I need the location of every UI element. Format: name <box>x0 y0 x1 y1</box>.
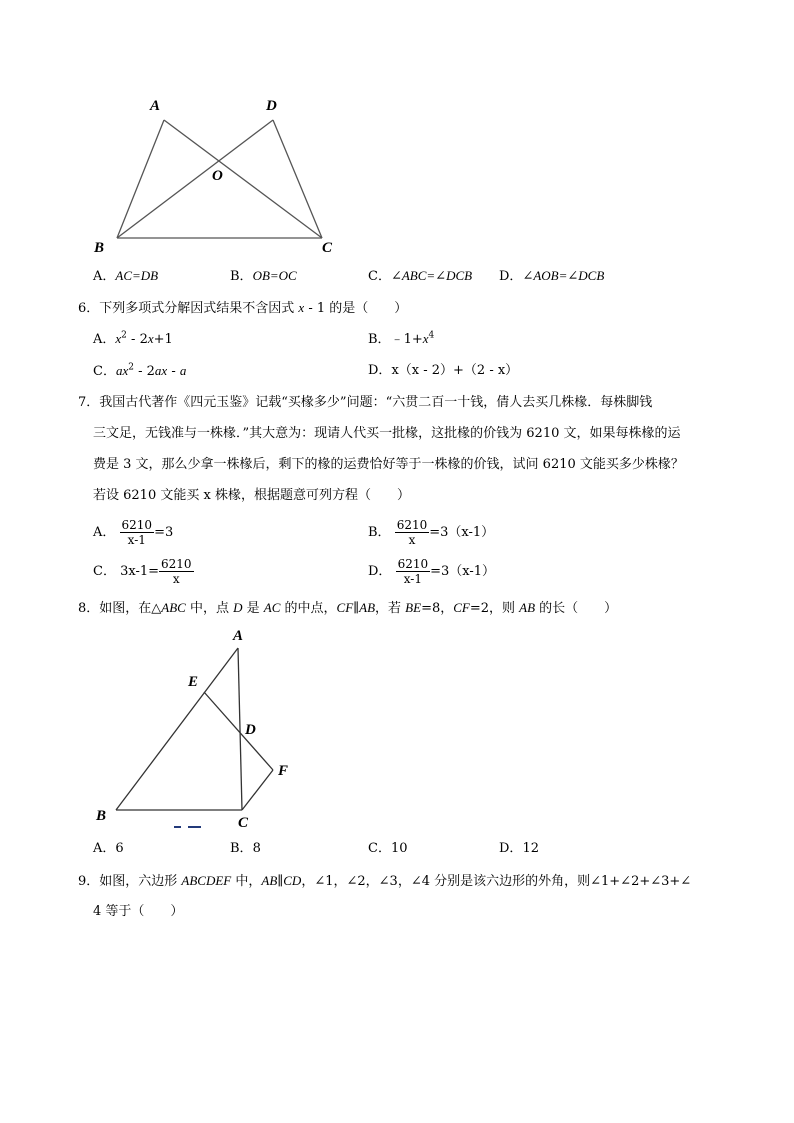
label-d: D <box>245 722 256 738</box>
label-a: A <box>233 628 244 644</box>
label-e: E <box>188 674 199 690</box>
label-b: B <box>94 240 105 256</box>
figure-triangle-abc <box>88 622 308 834</box>
label-b: B <box>96 808 107 824</box>
q7-stem-line1: 7．我国古代著作《四元玉鉴》记载“买椽多少”问题：“六贯二百一十钱，倩人去买几株椽．每株脚钱 <box>78 395 653 410</box>
q5-option-c: C．∠ABC=∠DCB <box>368 268 473 284</box>
q7-stem-line2: 三文足，无钱准与一株椽．”其大意为：现请人代买一批椽，这批椽的价钱为 6210 文，如果每株椽的运 <box>93 426 681 441</box>
q6-option-b: B．$﹣1+x^4$ <box>368 330 435 347</box>
q5-option-d: D．∠AOB=∠DCB <box>499 268 605 284</box>
q5-option-b: B．OB=OC <box>230 268 297 284</box>
label-c: C <box>322 240 333 256</box>
label-f: F <box>278 763 289 779</box>
segment-ac <box>238 648 242 810</box>
q8-stem: 8．如图，在△ABC 中，点 D 是 AC 的中点，CF∥AB，若 BE=8，CF=2，则 AB 的长（ ） <box>78 600 618 616</box>
fraction: $\frac{6210}{x-1}$ <box>397 557 429 586</box>
q7-stem-line4: 若设 6210 文能买 x 株椽，根据题意可列方程（ ） <box>93 488 410 503</box>
segment-ab <box>116 648 238 810</box>
label-o: O <box>212 168 223 184</box>
q6-stem: 6．下列多项式分解因式结果不含因式 x - 1 的是（ ） <box>78 300 408 316</box>
q8-option-a: A．6 <box>93 841 124 856</box>
q5-option-a: A．AC=DB <box>93 268 159 284</box>
q7-option-b: B． $\frac{6210}{x}$ =3（x-1） <box>368 518 495 547</box>
label-c: C <box>238 815 249 831</box>
segment-ac <box>164 120 322 238</box>
q8-option-c: C．10 <box>368 841 408 856</box>
q8-option-d: D．12 <box>499 841 539 856</box>
fraction: $\frac{6210}{x}$ <box>396 518 428 547</box>
q6-option-a: A．$x^2 - 2x+1$ <box>93 330 173 347</box>
fraction: $\frac{6210}{x}$ <box>161 557 192 586</box>
q7-option-a: A． $\frac{6210}{x-1}$ =3 <box>93 518 174 547</box>
q7-option-d: D． $\frac{6210}{x-1}$ =3（x-1） <box>368 557 496 586</box>
segment-ef <box>204 692 273 770</box>
q6-option-c: C．$ax^2 - 2ax$ - a <box>93 362 187 379</box>
q9-stem-line1: 9．如图，六边形 ABCDEF 中，AB∥CD，∠1，∠2，∠3，∠4 分别是该六边形的外角，则∠1+∠2+∠3+∠ <box>78 873 692 889</box>
q7-option-c: C． 3x-1= $\frac{6210}{x}$ <box>93 557 192 586</box>
figure-abcd-o <box>90 92 350 260</box>
q7-stem-line3: 费是 3 文，那么少拿一株椽后，剩下的椽的运费恰好等于一株椽的价钱，试问 6210 文能买多少株椽？ <box>93 457 684 472</box>
q6-option-d: D．x（x - 2）+（2 - x） <box>368 363 519 378</box>
fraction: $\frac{6210}{x-1}$ <box>121 518 153 547</box>
label-a: A <box>150 98 161 114</box>
q9-stem-line2: 4 等于（ ） <box>93 904 184 919</box>
segment-cf <box>242 770 273 810</box>
label-d: D <box>266 98 277 114</box>
q8-option-b: B．8 <box>230 841 261 856</box>
